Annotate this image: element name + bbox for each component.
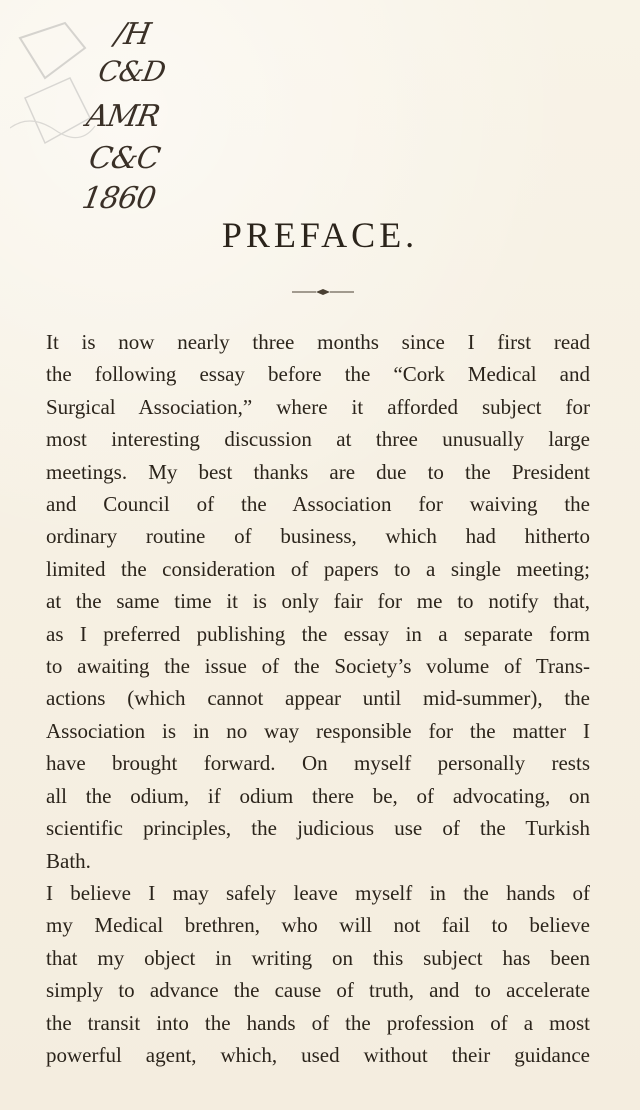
text-line: my Medical brethren, who will not fail to believe [46,913,590,938]
text-line: limited the consideration of papers to a single meeting; [46,556,590,581]
shelfmark-line-1: /H [112,17,153,52]
text-line: simply to advance the cause of truth, and to accelerate [46,978,590,1003]
preface-text [46,326,590,1071]
text-line: Surgical Association,” where it afforded subject for [46,394,590,419]
shelfmark-line-2: C&D [95,55,168,88]
text-line: as I preferred publishing the essay in a separate form [46,621,590,646]
text-line: I believe I may safely leave myself in the hands of [46,880,590,905]
text-line: have brought forward. On myself personally rests [46,751,590,776]
paragraph-1 [46,326,590,877]
text-line: Bath. [46,848,91,873]
text-line: meetings. My best thanks are due to the President [46,459,590,484]
text-line: the following essay before the “Cork Medical and [46,362,590,387]
text-line: at the same time it is only fair for me to notify that, [46,589,590,614]
text-line: scientific principles, the judicious use of the Turkish [46,816,590,841]
text-line: actions (which cannot appear until mid-summer), the [46,686,590,711]
text-line: It is now nearly three months since I first read [46,330,590,354]
page-title: PREFACE. [221,215,419,255]
text-line: all the odium, if odium there be, of advocating, on [46,783,590,808]
title-ornament [290,287,356,297]
text-line: powerful agent, which, used without their guidance [46,1042,590,1067]
shelfmark-line-5: 1860 [79,181,158,216]
text-line: Association is in no way responsible for the matter I [46,718,590,743]
text-line: the transit into the hands of the profession of a most [46,1010,590,1035]
paragraph-2 [46,877,590,1071]
text-line: that my object in writing on this subject has been [46,945,590,970]
text-line: ordinary routine of business, which had hitherto [46,524,590,549]
text-line: and Council of the Association for waiving the [46,492,590,517]
shelfmark-line-4: C&C [86,141,163,176]
text-line: most interesting discussion at three unusually large [46,427,590,452]
shelfmark-line-3: AMR [83,99,162,134]
text-line: to awaiting the issue of the Society’s volume of Trans- [46,654,590,679]
